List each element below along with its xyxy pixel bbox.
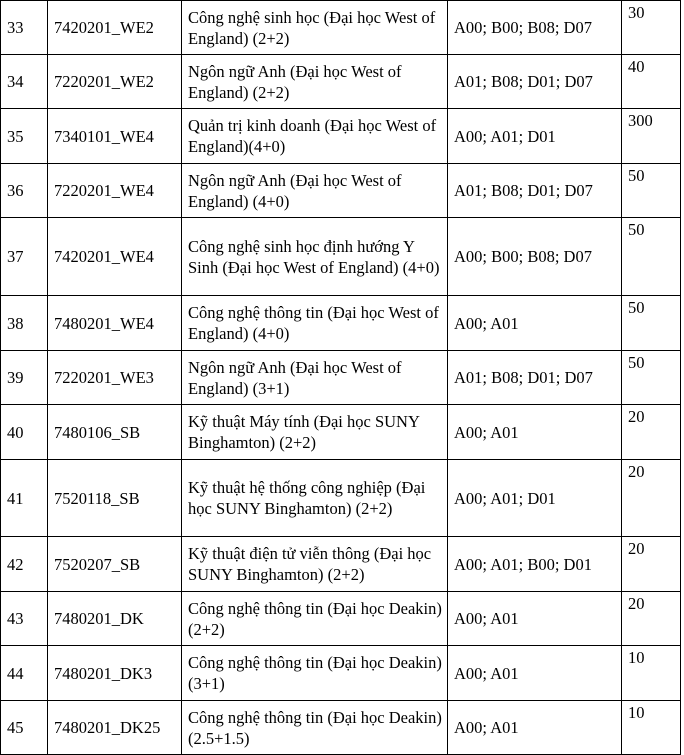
subject-combos: A00; A01 (448, 701, 622, 755)
program-code: 7520207_SB (48, 537, 182, 592)
row-number: 38 (1, 296, 48, 351)
program-name: Công nghệ thông tin (Đại học Deakin) (2+2) (182, 592, 448, 646)
quota: 10 (622, 701, 681, 755)
table-row (1, 1, 681, 55)
subject-combos: A00; A01 (448, 405, 622, 460)
table-row (1, 646, 681, 701)
program-name: Ngôn ngữ Anh (Đại học West of England) (2+2) (182, 55, 448, 109)
row-number: 43 (1, 592, 48, 646)
program-name: Quản trị kinh doanh (Đại học West of England)(4+0) (182, 109, 448, 164)
row-number: 42 (1, 537, 48, 592)
program-name: Công nghệ thông tin (Đại học Deakin) (3+1) (182, 646, 448, 701)
quota: 50 (622, 218, 681, 296)
quota: 50 (622, 296, 681, 351)
row-number: 37 (1, 218, 48, 296)
table-row (1, 460, 681, 537)
program-code: 7480201_DK (48, 592, 182, 646)
table-row (1, 296, 681, 351)
program-code: 7480201_DK25 (48, 701, 182, 755)
subject-combos: A01; B08; D01; D07 (448, 55, 622, 109)
quota: 20 (622, 405, 681, 460)
row-number: 45 (1, 701, 48, 755)
program-name: Kỹ thuật Máy tính (Đại học SUNY Binghamton) (2+2) (182, 405, 448, 460)
subject-combos: A01; B08; D01; D07 (448, 164, 622, 218)
program-code: 7420201_WE4 (48, 218, 182, 296)
table-row (1, 164, 681, 218)
program-code: 7520118_SB (48, 460, 182, 537)
row-number: 39 (1, 351, 48, 405)
program-code: 7480201_DK3 (48, 646, 182, 701)
table-row (1, 701, 681, 755)
table-row (1, 218, 681, 296)
row-number: 33 (1, 1, 48, 55)
program-code: 7220201_WE4 (48, 164, 182, 218)
program-code: 7220201_WE3 (48, 351, 182, 405)
table-row (1, 55, 681, 109)
program-code: 7480201_WE4 (48, 296, 182, 351)
subject-combos: A00; A01 (448, 592, 622, 646)
table-row (1, 109, 681, 164)
program-name: Ngôn ngữ Anh (Đại học West of England) (4+0) (182, 164, 448, 218)
row-number: 41 (1, 460, 48, 537)
quota: 40 (622, 55, 681, 109)
program-code: 7340101_WE4 (48, 109, 182, 164)
quota: 10 (622, 646, 681, 701)
quota: 20 (622, 592, 681, 646)
quota: 20 (622, 537, 681, 592)
quota: 30 (622, 1, 681, 55)
subject-combos: A00; A01; B00; D01 (448, 537, 622, 592)
program-name: Ngôn ngữ Anh (Đại học West of England) (3+1) (182, 351, 448, 405)
row-number: 36 (1, 164, 48, 218)
program-name: Kỹ thuật điện tử viễn thông (Đại học SUNY Binghamton) (2+2) (182, 537, 448, 592)
subject-combos: A00; A01 (448, 646, 622, 701)
row-number: 35 (1, 109, 48, 164)
table-row (1, 405, 681, 460)
row-number: 44 (1, 646, 48, 701)
table-row (1, 592, 681, 646)
row-number: 34 (1, 55, 48, 109)
table-row (1, 537, 681, 592)
row-number: 40 (1, 405, 48, 460)
subject-combos: A01; B08; D01; D07 (448, 351, 622, 405)
quota: 50 (622, 164, 681, 218)
quota: 50 (622, 351, 681, 405)
program-code: 7480106_SB (48, 405, 182, 460)
program-code: 7420201_WE2 (48, 1, 182, 55)
program-name: Công nghệ sinh học định hướng Y Sinh (Đại học West of England) (4+0) (182, 218, 448, 296)
program-name: Công nghệ thông tin (Đại học West of England) (4+0) (182, 296, 448, 351)
subject-combos: A00; B00; B08; D07 (448, 218, 622, 296)
quota: 20 (622, 460, 681, 537)
subject-combos: A00; A01; D01 (448, 109, 622, 164)
program-name: Kỹ thuật hệ thống công nghiệp (Đại học SUNY Binghamton) (2+2) (182, 460, 448, 537)
subject-combos: A00; A01; D01 (448, 460, 622, 537)
subject-combos: A00; B00; B08; D07 (448, 1, 622, 55)
program-name: Công nghệ sinh học (Đại học West of England) (2+2) (182, 1, 448, 55)
program-code: 7220201_WE2 (48, 55, 182, 109)
subject-combos: A00; A01 (448, 296, 622, 351)
table-row (1, 351, 681, 405)
program-name: Công nghệ thông tin (Đại học Deakin) (2.5+1.5) (182, 701, 448, 755)
quota: 300 (622, 109, 681, 164)
